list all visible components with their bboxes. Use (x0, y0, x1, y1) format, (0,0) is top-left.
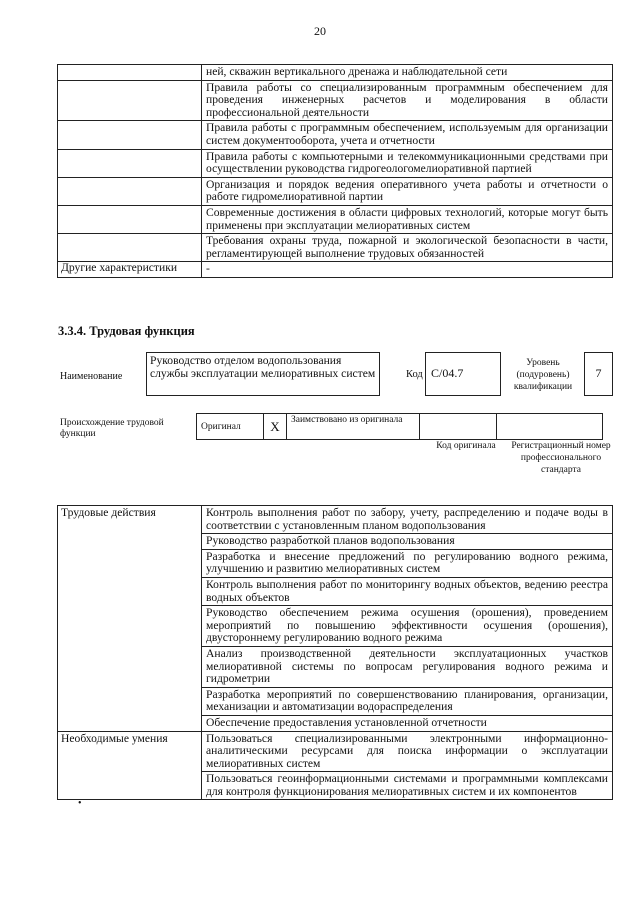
table-row (58, 205, 613, 233)
original-label: Оригинал (197, 414, 264, 440)
table-row (58, 262, 613, 278)
function-table (57, 505, 613, 800)
row-text: Организация и порядок ведения оперативного учета работы и отчетности о работе гидромелиоративной партии (202, 177, 613, 205)
origin-table (196, 413, 603, 440)
row-label (58, 205, 202, 233)
labor-action: Руководство обеспечением режима осушения (орошения), проведением мероприятий по повышению эффективности осушения (орошения), двустороннему регулированию водного режима (202, 606, 613, 647)
registration-caption: Регистрационный номер профессионального стандарта (511, 441, 611, 475)
row-text: Современные достижения в области цифровых технологий, которые могут быть применены при эксплуатации мелиоративных систем (202, 205, 613, 233)
page-number: 20 (314, 24, 326, 38)
function-code-box: C/04.7 (425, 352, 501, 396)
labor-action: Контроль выполнения работ по забору, учету, распределению и подаче воды в соответствии с установленным планом водопользования (202, 506, 613, 534)
row-label (58, 80, 202, 121)
row-text: Правила работы с программным обеспечением, используемым для организации систем документооборота, учета и отчетности (202, 121, 613, 149)
table-row (58, 149, 613, 177)
table-row (58, 177, 613, 205)
row-label (58, 121, 202, 149)
table-row (58, 731, 613, 772)
row-text: Требования охраны труда, пожарной и экологической безопасности в части, регламентирующей выполнение трудовых обязанностей (202, 234, 613, 262)
origin-code-caption: Код оригинала (436, 441, 496, 451)
table-row (58, 506, 613, 534)
table-row (58, 80, 613, 121)
table-row (58, 65, 613, 81)
required-skill: Пользоваться специализированными электронными информационно-аналитическими ресурсами для поиска информации о эксплуатации мелиоративных систем (202, 731, 613, 772)
row-label (58, 65, 202, 81)
level-label: Уровень (подуровень) квалификации (513, 358, 573, 392)
origin-label: Происхождение трудовой функции (60, 418, 164, 439)
knowledge-table (57, 64, 613, 278)
row-label (58, 234, 202, 262)
row-label (58, 177, 202, 205)
labor-action: Разработка и внесение предложений по регулированию водного режима, улучшению и развитию мелиоративных систем (202, 549, 613, 577)
required-skill-group-label: Необходимые умения (58, 731, 202, 800)
borrowed-label: Заимствовано из оригинала (287, 414, 420, 440)
labor-action: Обеспечение предоставления установленной отчетности (202, 715, 613, 731)
registration-number-cell (497, 414, 603, 440)
labor-action: Анализ производственной деятельности эксплуатационных участков мелиоративной системы по вопросам регулирования водного режима и гидрометрии (202, 646, 613, 687)
stray-mark: • (78, 798, 82, 809)
labor-action-group-label: Трудовые действия (58, 506, 202, 732)
origin-code-cell (420, 414, 497, 440)
labor-action: Руководство разработкой планов водопользования (202, 534, 613, 550)
row-label: Другие характеристики (58, 262, 202, 278)
table-row (58, 234, 613, 262)
original-mark: X (264, 414, 287, 440)
labor-action: Контроль выполнения работ по мониторингу водных объектов, ведению реестра водных объектов (202, 577, 613, 605)
row-label (58, 149, 202, 177)
function-name-box: Руководство отделом водопользования службы эксплуатации мелиоративных систем (146, 352, 380, 396)
row-text: - (202, 262, 613, 278)
row-text: ней, скважин вертикального дренажа и наблюдательной сети (202, 65, 613, 81)
code-label: Код (406, 369, 423, 380)
required-skill: Пользоваться геоинформационными системами и программными комплексами для контроля функционирования мелиоративных систем и их компонентов (202, 772, 613, 800)
level-value-box: 7 (584, 352, 613, 396)
row-text: Правила работы с компьютерными и телекоммуникационными средствами при осуществлении руководства гидрогеологомелиоративной партией (202, 149, 613, 177)
name-label: Наименование (60, 371, 123, 382)
row-text: Правила работы со специализированным программным обеспечением для проведения инженерных расчетов и моделирования в области профессиональной деятельности (202, 80, 613, 121)
labor-action: Разработка мероприятий по совершенствованию планирования, организации, механизации и автоматизации водораспределения (202, 687, 613, 715)
table-row (58, 121, 613, 149)
section-title: 3.3.4. Трудовая функция (58, 324, 195, 338)
